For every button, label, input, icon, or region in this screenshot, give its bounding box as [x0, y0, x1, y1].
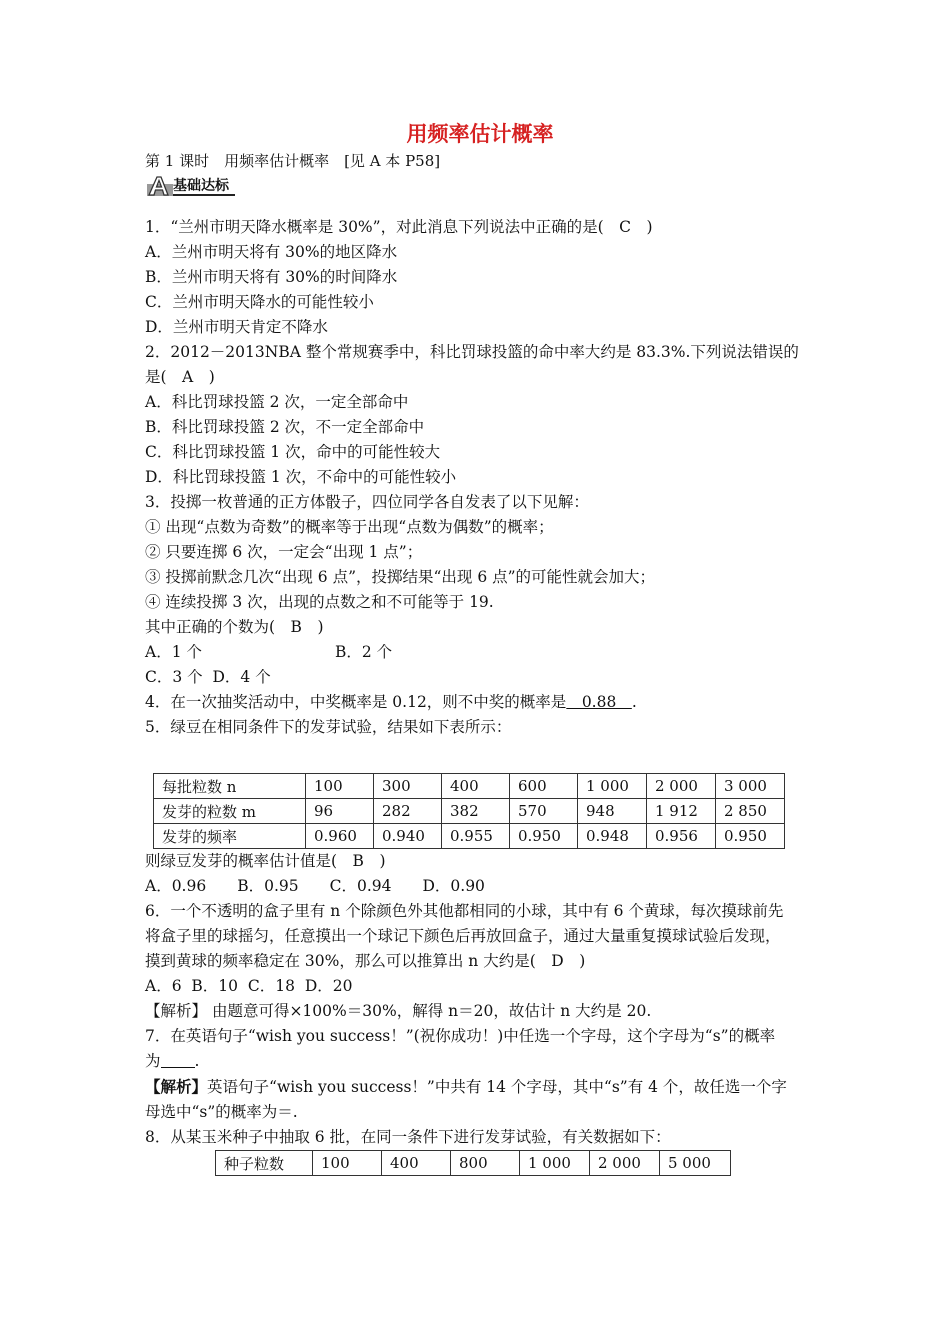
q7-analysis-line1	[145, 1074, 815, 1100]
q4-stem	[145, 690, 815, 715]
q8-table	[215, 1150, 731, 1176]
q5-options: A．0.96 B．0.95 C．0.94 D．0.90	[145, 877, 485, 895]
table-cell: 0.950	[716, 824, 785, 849]
table-cell: 948	[578, 799, 647, 824]
q2-option-b: B．科比罚球投篮 2 次，不一定全部命中	[145, 418, 425, 436]
q6-analysis-label: 【解析】	[145, 1002, 208, 1020]
q3-view-2: ② 只要连掷 6 次，一定会“出现 1 点”；	[145, 543, 423, 561]
table-cell: 400	[382, 1151, 451, 1176]
table-cell: 1 000	[520, 1151, 590, 1176]
q7-analysis-label: 【解析】	[145, 1077, 208, 1096]
table-cell: 600	[510, 774, 578, 799]
q4-end: .	[631, 693, 637, 711]
q6-analysis-text: 由题意可得×100%＝30%，解得 n＝20，故估计 n 大约是 20.	[207, 1002, 652, 1020]
table-cell: 发芽的粒数 m	[154, 799, 306, 824]
lesson-subtitle: 第 1 课时 用频率估计概率 [见 A 本 P58]	[145, 152, 441, 170]
q7-stem-line2	[145, 1049, 815, 1074]
q1-option-b: B．兰州市明天将有 30%的时间降水	[145, 268, 398, 286]
q1-option-a: A．兰州市明天将有 30%的地区降水	[145, 243, 398, 261]
q4-answer: 0.88	[566, 693, 632, 711]
q3-view-4: ④ 连续投掷 3 次，出现的点数之和不可能等于 19.	[145, 593, 494, 611]
table-cell: 800	[451, 1151, 520, 1176]
table-cell: 1 912	[647, 799, 716, 824]
table-row	[154, 799, 785, 824]
table-cell: 100	[306, 774, 374, 799]
table-cell: 2 850	[716, 799, 785, 824]
q5-stem: 5．绿豆在相同条件下的发芽试验，结果如下表所示：	[145, 718, 512, 736]
q2-option-d: D．科比罚球投篮 1 次，不命中的可能性较小	[145, 468, 457, 486]
table-cell: 0.940	[374, 824, 442, 849]
section-badge	[145, 174, 235, 198]
q3-view-3: ③ 投掷前默念几次“出现 6 点”，投掷结果“出现 6 点”的可能性就会加大；	[145, 568, 656, 586]
table-cell: 2 000	[590, 1151, 660, 1176]
q7-analysis-text: 英语句子“wish you success！”中共有 14 个字母，其中“s”有 4 个，故任选一个字	[207, 1078, 787, 1096]
q6-analysis	[145, 999, 815, 1024]
q7-stem-line1: 7．在英语句子“wish you success！”(祝你成功！)中任选一个字母，这个字母为“s”的概率	[145, 1027, 776, 1045]
q6-stem-line3: 摸到黄球的频率稳定在 30%，那么可以推算出 n 大约是( D )	[145, 952, 586, 970]
table-cell: 2 000	[647, 774, 716, 799]
question-list	[145, 215, 815, 1176]
badge-logo-icon	[145, 174, 173, 198]
q2-stem-line1: 2．2012－2013NBA 整个常规赛季中，科比罚球投篮的命中率大约是 83.3%.下列说法错误的	[145, 343, 799, 361]
page-title: 用频率估计概率	[406, 122, 554, 146]
q1-option-c: C．兰州市明天降水的可能性较小	[145, 293, 374, 311]
table-cell: 每批粒数 n	[154, 774, 306, 799]
q5-table	[153, 773, 785, 849]
q3-question: 其中正确的个数为( B )	[145, 618, 324, 636]
q7-stem-end: .	[194, 1052, 200, 1070]
table-row	[154, 774, 785, 799]
q7-stem-prefix: 为	[145, 1052, 161, 1070]
table-cell: 400	[442, 774, 510, 799]
q1-option-d: D．兰州市明天肯定不降水	[145, 318, 328, 336]
q3-view-1: ① 出现“点数为奇数”的概率等于出现“点数为偶数”的概率；	[145, 518, 554, 536]
document-page	[145, 118, 815, 1176]
table-cell: 1 000	[578, 774, 647, 799]
table-cell: 382	[442, 799, 510, 824]
table-cell: 0.955	[442, 824, 510, 849]
table-cell: 0.960	[306, 824, 374, 849]
table-row	[154, 824, 785, 849]
table-cell: 96	[306, 799, 374, 824]
q2-option-c: C．科比罚球投篮 1 次，命中的可能性较大	[145, 443, 441, 461]
q3-option-a: A．1 个	[145, 643, 202, 661]
q8-stem: 8．从某玉米种子中抽取 6 批，在同一条件下进行发芽试验，有关数据如下：	[145, 1128, 671, 1146]
q7-analysis-line2: 母选中“s”的概率为＝.	[145, 1103, 298, 1121]
q4-text: 4．在一次抽奖活动中，中奖概率是 0.12，则不中奖的概率是	[145, 693, 567, 711]
q6-stem-line2: 将盒子里的球摇匀，任意摸出一个球记下颜色后再放回盒子，通过大量重复摸球试验后发现，	[145, 927, 781, 945]
q5-question: 则绿豆发芽的概率估计值是( B )	[145, 852, 386, 870]
q6-options: A．6 B．10 C．18 D．20	[145, 977, 353, 995]
q6-stem-line1: 6．一个不透明的盒子里有 n 个除颜色外其他都相同的小球，其中有 6 个黄球，每次摸球前先	[145, 902, 784, 920]
q2-stem-line2: 是( A )	[145, 368, 215, 386]
table-cell: 300	[374, 774, 442, 799]
table-cell: 0.950	[510, 824, 578, 849]
table-cell: 282	[374, 799, 442, 824]
table-cell: 0.948	[578, 824, 647, 849]
table-cell: 570	[510, 799, 578, 824]
table-cell: 100	[313, 1151, 382, 1176]
table-cell: 3 000	[716, 774, 785, 799]
q3-option-b: B．2 个	[335, 643, 393, 661]
table-cell: 发芽的频率	[154, 824, 306, 849]
table-row	[216, 1151, 731, 1176]
table-cell: 0.956	[647, 824, 716, 849]
q3-options-cd: C．3 个 D．4 个	[145, 668, 271, 686]
q3-stem: 3．投掷一枚普通的正方体骰子，四位同学各自发表了以下见解：	[145, 493, 589, 511]
badge-label: 基础达标	[167, 178, 235, 196]
q1-stem: 1．“兰州市明天降水概率是 30%”，对此消息下列说法中正确的是( C )	[145, 218, 653, 236]
table-cell: 5 000	[660, 1151, 731, 1176]
q7-answer-blank	[161, 1051, 195, 1068]
table-cell: 种子粒数	[216, 1151, 313, 1176]
q3-options-ab	[145, 640, 815, 665]
q2-option-a: A．科比罚球投篮 2 次，一定全部命中	[145, 393, 409, 411]
